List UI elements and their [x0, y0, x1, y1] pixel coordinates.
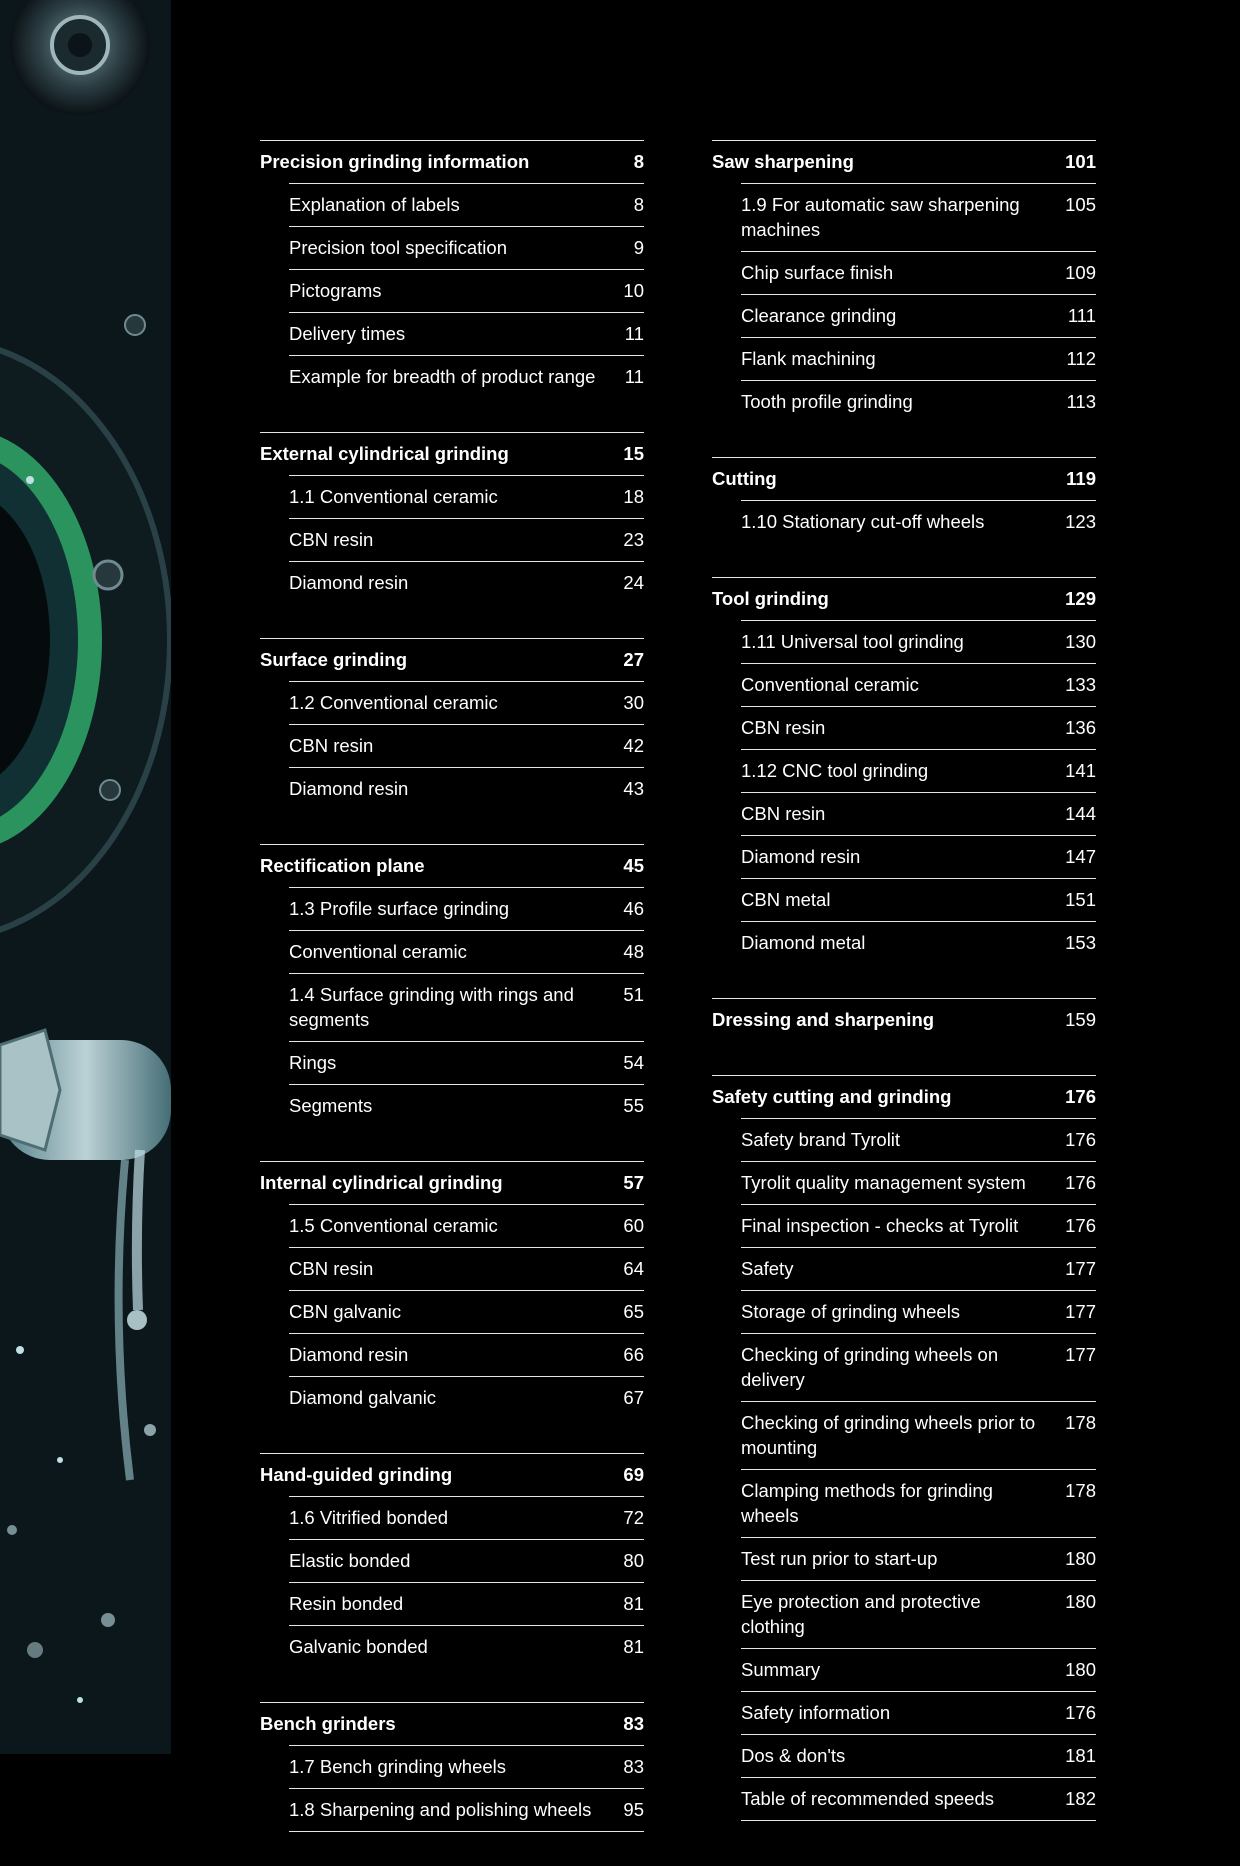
entry-page-number: 182	[1065, 1788, 1096, 1809]
section-title: Precision grinding information	[260, 151, 530, 172]
toc-section-heading[interactable]	[260, 1702, 644, 1745]
section-page-number: 27	[623, 649, 644, 670]
toc-section	[260, 1161, 644, 1419]
toc-entry[interactable]	[741, 1648, 1096, 1691]
toc-entry[interactable]	[741, 1469, 1096, 1537]
entry-label: Tyrolit quality management system	[741, 1172, 1026, 1193]
toc-section-heading[interactable]	[712, 140, 1096, 183]
toc-entry[interactable]	[741, 706, 1096, 749]
toc-entry[interactable]	[289, 1788, 644, 1832]
entry-label: Delivery times	[289, 323, 406, 344]
entry-label: 1.2 Conventional ceramic	[289, 692, 498, 713]
entry-page-number: 109	[1065, 262, 1096, 283]
toc-section	[712, 140, 1096, 423]
toc-section	[260, 140, 644, 398]
toc-entry[interactable]	[289, 724, 644, 767]
entry-label: Checking of grinding wheels on delivery	[741, 1344, 999, 1390]
section-page-number: 159	[1065, 1009, 1096, 1030]
entry-page-number: 60	[623, 1215, 644, 1236]
section-title: Safety cutting and grinding	[712, 1086, 952, 1107]
entry-label: 1.6 Vitrified bonded	[289, 1507, 449, 1528]
toc-entry[interactable]	[741, 1161, 1096, 1204]
toc-entry[interactable]	[741, 1118, 1096, 1161]
entry-label: CBN metal	[741, 889, 831, 910]
toc-section	[260, 638, 644, 810]
entry-page-number: 105	[1065, 194, 1096, 215]
section-page-number: 101	[1065, 151, 1096, 172]
entry-label: CBN galvanic	[289, 1301, 402, 1322]
entry-label: 1.8 Sharpening and polishing wheels	[289, 1799, 592, 1820]
entry-page-number: 83	[623, 1756, 644, 1777]
entry-label: 1.7 Bench grinding wheels	[289, 1756, 507, 1777]
entry-label: Dos & don'ts	[741, 1745, 846, 1766]
entry-page-number: 177	[1065, 1258, 1096, 1279]
toc-entry[interactable]	[289, 1745, 644, 1788]
section-title: Surface grinding	[260, 649, 407, 670]
entry-page-number: 178	[1065, 1412, 1096, 1433]
entry-page-number: 8	[633, 194, 644, 215]
entry-label: Clearance grinding	[741, 305, 897, 326]
toc-entry[interactable]	[289, 930, 644, 973]
toc-entry[interactable]	[289, 561, 644, 604]
entry-label: Table of recommended speeds	[741, 1788, 994, 1809]
toc-section-heading[interactable]	[260, 1453, 644, 1496]
entry-label: Resin bonded	[289, 1593, 404, 1614]
toc-section	[260, 432, 644, 604]
toc-entry[interactable]	[289, 767, 644, 810]
entry-label: Explanation of labels	[289, 194, 460, 215]
entry-page-number: 133	[1065, 674, 1096, 695]
entry-page-number: 111	[1067, 305, 1096, 326]
entry-label: Storage of grinding wheels	[741, 1301, 961, 1322]
entry-label: Chip surface finish	[741, 262, 894, 283]
entry-label: Diamond metal	[741, 932, 866, 953]
grinding-machine-photo	[0, 0, 171, 1754]
toc-entry[interactable]	[741, 1734, 1096, 1777]
entry-page-number: 30	[623, 692, 644, 713]
entry-page-number: 180	[1065, 1548, 1096, 1569]
entry-page-number: 123	[1065, 511, 1096, 532]
section-title: Internal cylindrical grinding	[260, 1172, 503, 1193]
toc-entry[interactable]	[289, 1625, 644, 1668]
entry-page-number: 81	[623, 1593, 644, 1614]
entry-label: Tooth profile grinding	[741, 391, 913, 412]
toc-entry[interactable]	[741, 337, 1096, 380]
toc-entry[interactable]	[289, 355, 644, 398]
toc-section	[712, 1075, 1096, 1821]
entry-label: Clamping methods for grinding wheels	[741, 1480, 993, 1526]
toc-entry[interactable]	[289, 681, 644, 724]
entry-page-number: 11	[624, 323, 644, 344]
entry-label: 1.9 For automatic saw sharpening machines	[741, 194, 1020, 240]
toc-section-heading[interactable]	[260, 140, 644, 183]
entry-page-number: 147	[1065, 846, 1096, 867]
toc-section-heading[interactable]	[712, 457, 1096, 500]
entry-page-number: 18	[623, 486, 644, 507]
entry-page-number: 9	[633, 237, 644, 258]
toc-section	[260, 844, 644, 1127]
entry-page-number: 181	[1065, 1745, 1096, 1766]
toc-entry[interactable]	[289, 1496, 644, 1539]
toc-entry[interactable]	[289, 1376, 644, 1419]
toc-entry[interactable]	[289, 1247, 644, 1290]
entry-page-number: 176	[1065, 1702, 1096, 1723]
toc-entry[interactable]	[741, 620, 1096, 663]
entry-page-number: 81	[623, 1636, 644, 1657]
entry-label: Precision tool specification	[289, 237, 507, 258]
toc-entry[interactable]	[741, 663, 1096, 706]
section-title: Cutting	[712, 468, 777, 489]
toc-entry[interactable]	[741, 921, 1096, 964]
photo-illustration	[0, 0, 171, 1754]
toc-entry[interactable]	[289, 887, 644, 930]
entry-label: Conventional ceramic	[289, 941, 467, 962]
toc-entry[interactable]	[741, 1401, 1096, 1469]
section-title: Hand-guided grinding	[260, 1464, 453, 1485]
entry-label: 1.3 Profile surface grinding	[289, 898, 510, 919]
entry-label: Diamond galvanic	[289, 1387, 437, 1408]
section-title: Dressing and sharpening	[712, 1009, 935, 1030]
toc-entry[interactable]	[289, 518, 644, 561]
toc-entry[interactable]	[289, 1204, 644, 1247]
section-page-number: 119	[1066, 468, 1096, 489]
entry-page-number: 80	[623, 1550, 644, 1571]
entry-page-number: 11	[624, 366, 644, 387]
toc-entry[interactable]	[741, 749, 1096, 792]
entry-label: CBN resin	[741, 803, 826, 824]
entry-label: Galvanic bonded	[289, 1636, 428, 1657]
toc-entry[interactable]	[741, 1247, 1096, 1290]
entry-page-number: 176	[1065, 1215, 1096, 1236]
toc-entry[interactable]	[289, 1084, 644, 1127]
section-title: Saw sharpening	[712, 151, 854, 172]
entry-page-number: 177	[1065, 1344, 1096, 1365]
toc-entry[interactable]	[741, 1777, 1096, 1821]
entry-page-number: 23	[623, 529, 644, 550]
entry-label: Diamond resin	[289, 1344, 409, 1365]
section-page-number: 176	[1065, 1086, 1096, 1107]
entry-page-number: 67	[623, 1387, 644, 1408]
toc-entry[interactable]	[741, 1204, 1096, 1247]
toc-entry[interactable]	[289, 312, 644, 355]
entry-page-number: 112	[1066, 348, 1096, 369]
section-title: Rectification plane	[260, 855, 425, 876]
entry-page-number: 176	[1065, 1129, 1096, 1150]
entry-label: 1.5 Conventional ceramic	[289, 1215, 498, 1236]
section-page-number: 129	[1065, 588, 1096, 609]
entry-label: Diamond resin	[289, 572, 409, 593]
toc-entry[interactable]	[741, 1290, 1096, 1333]
section-title: Tool grinding	[712, 588, 829, 609]
toc-entry[interactable]	[289, 226, 644, 269]
entry-page-number: 144	[1065, 803, 1096, 824]
entry-page-number: 46	[623, 898, 644, 919]
toc-section	[260, 1453, 644, 1668]
entry-label: Elastic bonded	[289, 1550, 411, 1571]
entry-label: Example for breadth of product range	[289, 366, 596, 387]
toc-entry[interactable]	[289, 1333, 644, 1376]
entry-label: CBN resin	[289, 529, 374, 550]
toc-right-column	[712, 140, 1096, 1855]
entry-page-number: 136	[1065, 717, 1096, 738]
toc-entry[interactable]	[741, 835, 1096, 878]
toc-entry[interactable]	[741, 500, 1096, 543]
entry-label: 1.11 Universal tool grinding	[741, 631, 964, 652]
entry-page-number: 42	[623, 735, 644, 756]
entry-page-number: 65	[623, 1301, 644, 1322]
toc-entry[interactable]	[289, 1290, 644, 1333]
toc-entry[interactable]	[741, 1691, 1096, 1734]
entry-page-number: 153	[1065, 932, 1096, 953]
entry-label: Diamond resin	[741, 846, 861, 867]
entry-label: Rings	[289, 1052, 337, 1073]
entry-label: Segments	[289, 1095, 373, 1116]
entry-label: Diamond resin	[289, 778, 409, 799]
section-page-number: 45	[623, 855, 644, 876]
toc-section-heading[interactable]	[712, 577, 1096, 620]
toc-entry[interactable]	[289, 1539, 644, 1582]
toc-section	[712, 577, 1096, 964]
toc-entry[interactable]	[741, 1580, 1096, 1648]
entry-page-number: 176	[1065, 1172, 1096, 1193]
toc-entry[interactable]	[741, 294, 1096, 337]
entry-page-number: 51	[623, 984, 644, 1005]
entry-label: Summary	[741, 1659, 821, 1680]
entry-label: Safety information	[741, 1702, 891, 1723]
toc-entry[interactable]	[741, 380, 1096, 423]
toc-entry[interactable]	[289, 269, 644, 312]
entry-label: Flank machining	[741, 348, 876, 369]
toc-entry[interactable]	[289, 183, 644, 226]
entry-label: 1.1 Conventional ceramic	[289, 486, 498, 507]
entry-page-number: 54	[623, 1052, 644, 1073]
toc-entry[interactable]	[741, 251, 1096, 294]
entry-page-number: 177	[1065, 1301, 1096, 1322]
section-page-number: 57	[623, 1172, 644, 1193]
entry-page-number: 141	[1065, 760, 1096, 781]
toc-section-heading[interactable]	[260, 844, 644, 887]
entry-page-number: 10	[623, 280, 644, 301]
entry-page-number: 95	[623, 1799, 644, 1820]
entry-label: 1.12 CNC tool grinding	[741, 760, 929, 781]
entry-label: CBN resin	[289, 735, 374, 756]
toc-entry[interactable]	[289, 1582, 644, 1625]
toc-section	[712, 998, 1096, 1041]
entry-page-number: 66	[623, 1344, 644, 1365]
entry-label: Eye protection and protective clothing	[741, 1591, 981, 1637]
toc-entry[interactable]	[741, 1537, 1096, 1580]
entry-label: CBN resin	[289, 1258, 374, 1279]
entry-page-number: 178	[1065, 1480, 1096, 1501]
entry-page-number: 113	[1066, 391, 1096, 412]
entry-page-number: 43	[623, 778, 644, 799]
entry-label: 1.10 Stationary cut-off wheels	[741, 511, 985, 532]
entry-label: Checking of grinding wheels prior to mounting	[741, 1412, 1036, 1458]
entry-label: Safety	[741, 1258, 794, 1279]
entry-label: CBN resin	[741, 717, 826, 738]
entry-label: Test run prior to start-up	[741, 1548, 938, 1569]
toc-section-heading[interactable]	[712, 1075, 1096, 1118]
entry-page-number: 24	[623, 572, 644, 593]
entry-page-number: 130	[1065, 631, 1096, 652]
entry-label: Pictograms	[289, 280, 382, 301]
entry-page-number: 180	[1065, 1591, 1096, 1612]
entry-page-number: 180	[1065, 1659, 1096, 1680]
entry-page-number: 64	[623, 1258, 644, 1279]
section-page-number: 69	[623, 1464, 644, 1485]
toc-entry[interactable]	[289, 973, 644, 1041]
section-title: External cylindrical grinding	[260, 443, 509, 464]
toc-left-column	[260, 140, 644, 1866]
entry-page-number: 48	[623, 941, 644, 962]
entry-label: 1.4 Surface grinding with rings and segments	[289, 984, 574, 1030]
section-title: Bench grinders	[260, 1713, 396, 1734]
section-page-number: 8	[633, 151, 644, 172]
toc-entry[interactable]	[741, 792, 1096, 835]
entry-label: Conventional ceramic	[741, 674, 919, 695]
toc-entry[interactable]	[289, 475, 644, 518]
entry-label: Safety brand Tyrolit	[741, 1129, 901, 1150]
entry-page-number: 72	[623, 1507, 644, 1528]
section-page-number: 83	[623, 1713, 644, 1734]
toc-entry[interactable]	[289, 1041, 644, 1084]
section-page-number: 15	[623, 443, 644, 464]
entry-page-number: 151	[1065, 889, 1096, 910]
entry-label: Final inspection - checks at Tyrolit	[741, 1215, 1019, 1236]
toc-section-heading[interactable]	[712, 998, 1096, 1041]
toc-entry[interactable]	[741, 183, 1096, 251]
entry-page-number: 55	[623, 1095, 644, 1116]
toc-section	[260, 1702, 644, 1832]
toc-entry[interactable]	[741, 1333, 1096, 1401]
toc-section-heading[interactable]	[260, 1161, 644, 1204]
toc-section-heading[interactable]	[260, 638, 644, 681]
toc-entry[interactable]	[741, 878, 1096, 921]
toc-section	[712, 457, 1096, 543]
toc-section-heading[interactable]	[260, 432, 644, 475]
